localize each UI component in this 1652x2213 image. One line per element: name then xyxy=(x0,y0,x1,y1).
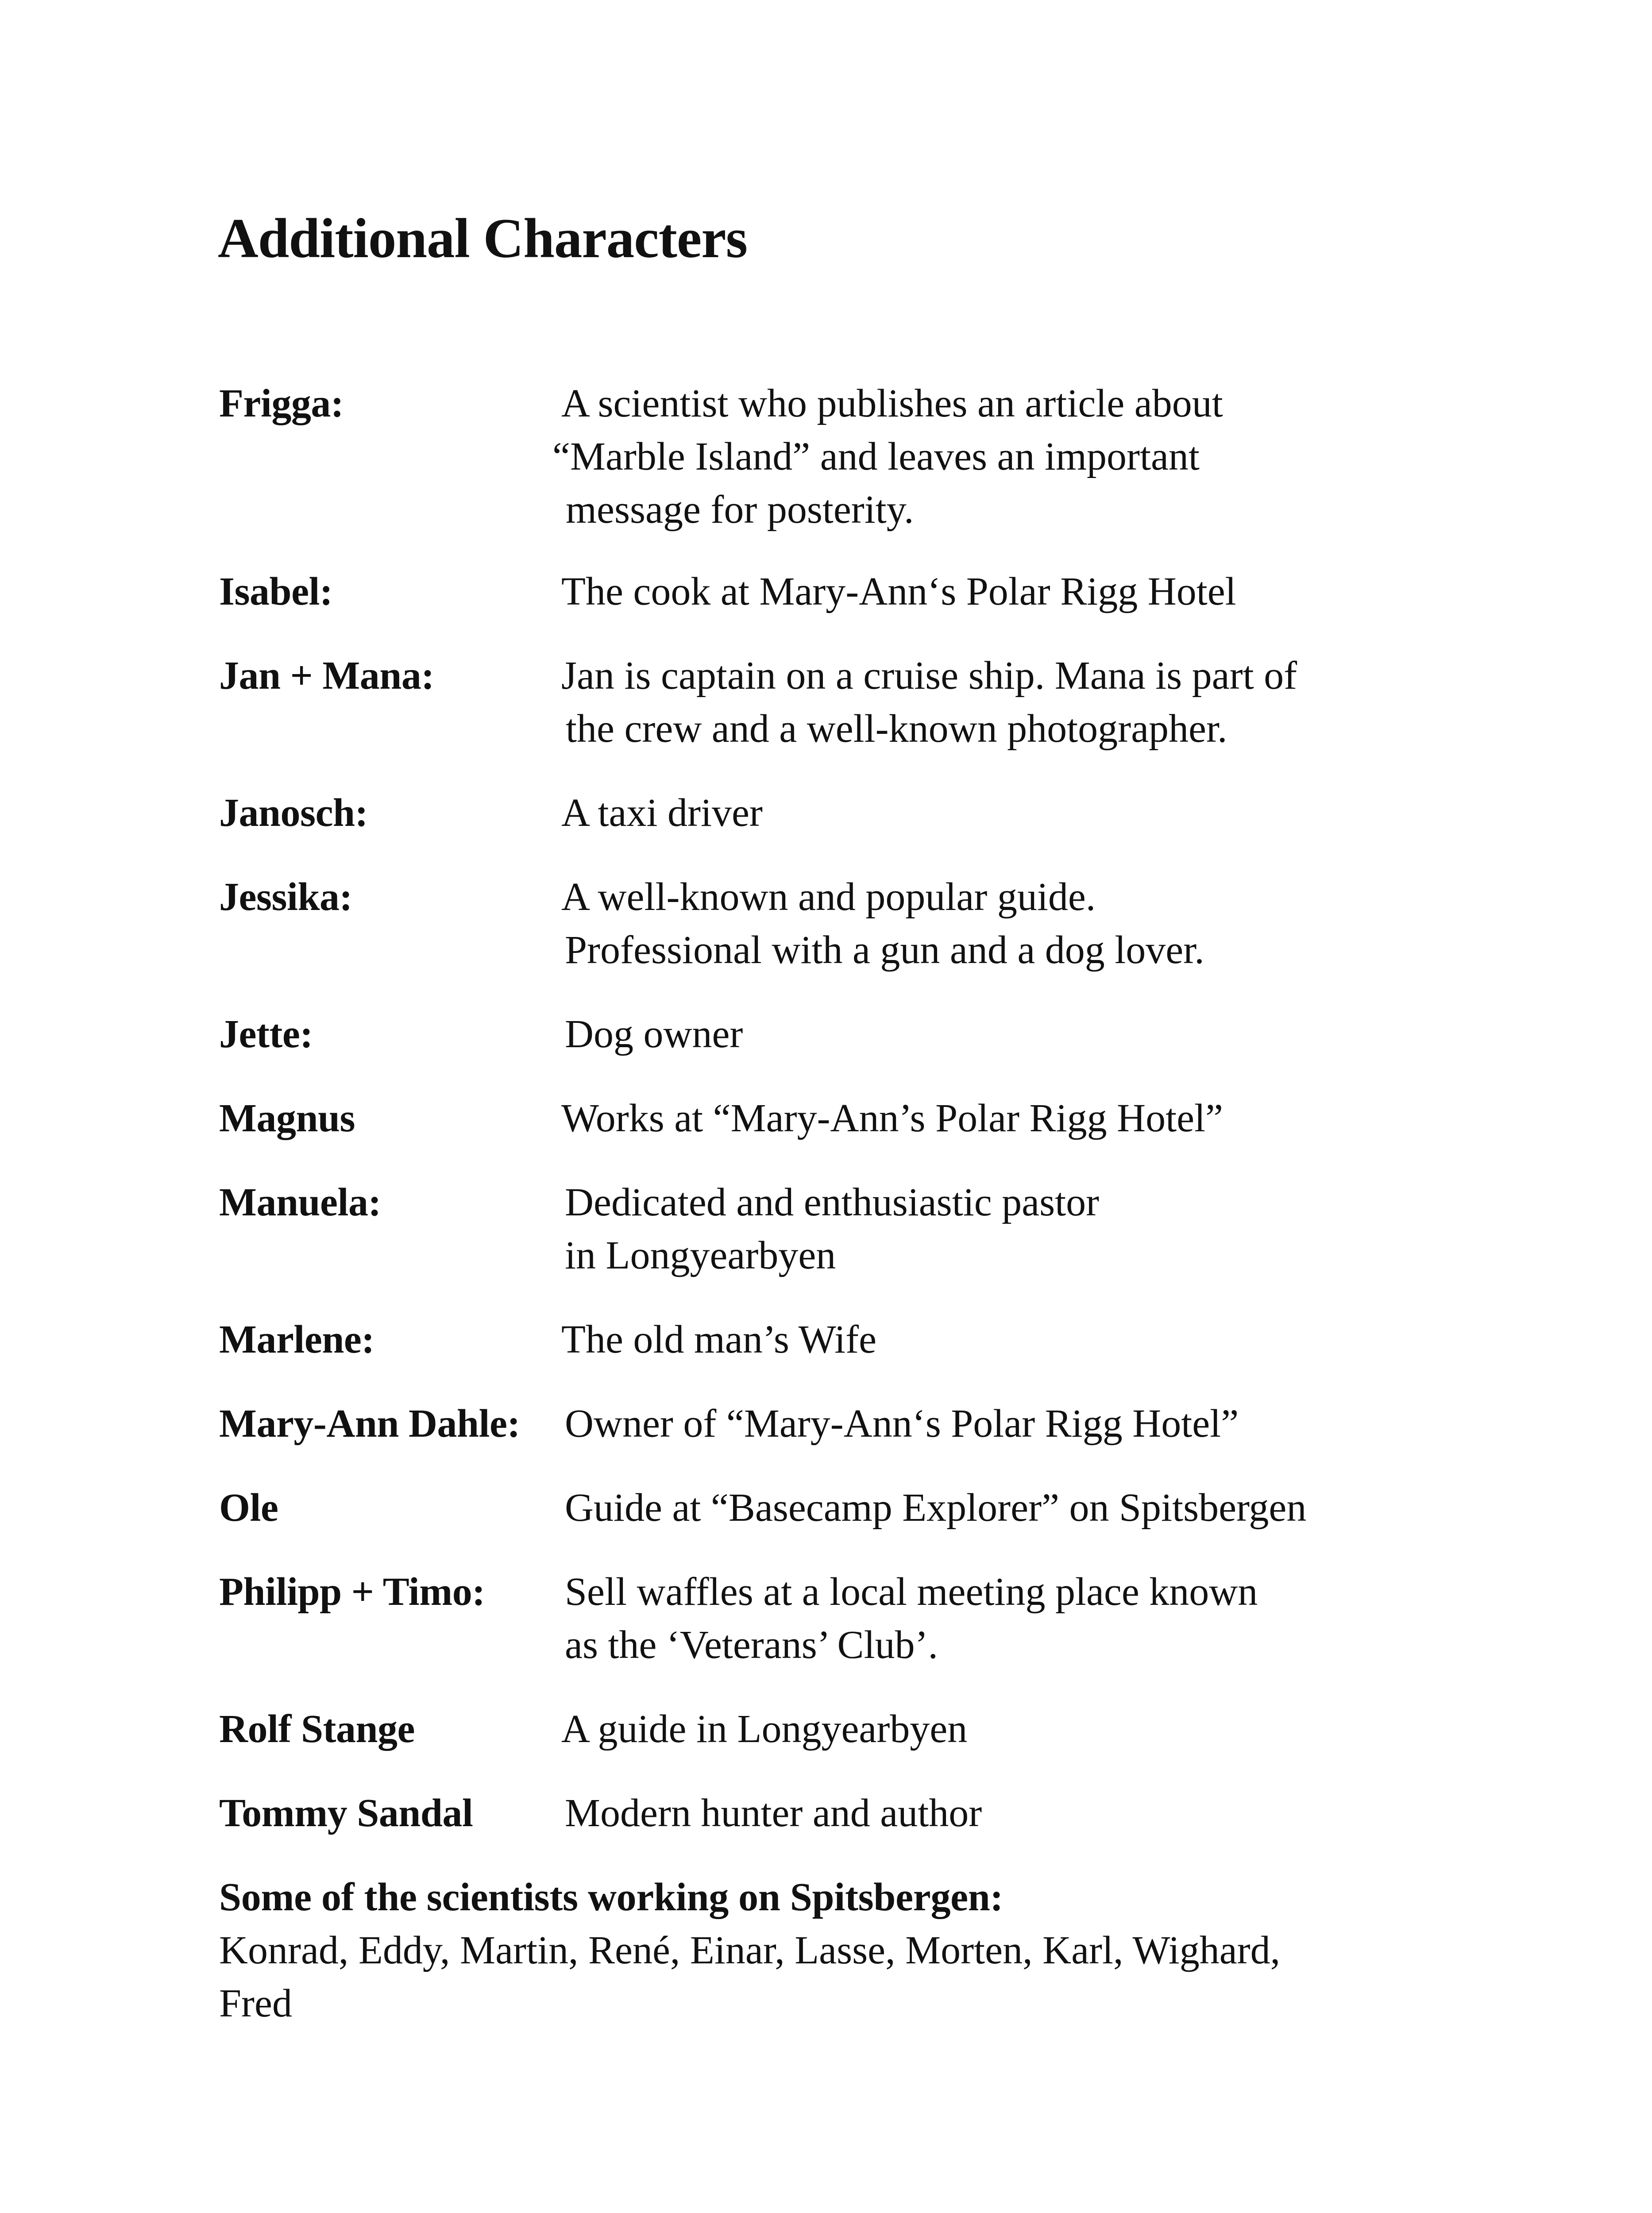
character-name: Manuela: xyxy=(219,1180,381,1224)
description-line: Guide at “Basecamp Explorer” on Spitsbergen xyxy=(565,1486,1307,1530)
character-name: Philipp + Timo: xyxy=(219,1570,485,1614)
character-description xyxy=(561,1092,1223,1145)
character-name: Rolf Stange xyxy=(219,1707,415,1751)
character-description xyxy=(561,1313,876,1366)
description-line: A taxi driver xyxy=(561,791,763,835)
character-description xyxy=(561,649,1297,756)
character-name: Isabel: xyxy=(219,570,333,613)
scientists-heading: Some of the scientists working on Spitsbergen: xyxy=(219,1875,1004,1919)
description-line: Jan is captain on a cruise ship. Mana is part of xyxy=(561,654,1297,698)
character-description xyxy=(565,1176,1099,1282)
character-name: Jan + Mana: xyxy=(219,654,434,698)
scientists-names-line: Konrad, Eddy, Martin, René, Einar, Lasse, Morten, Karl, Wighard, xyxy=(219,1928,1281,1972)
description-line: the crew and a well-known photographer. xyxy=(566,707,1227,751)
character-name: Mary-Ann Dahle: xyxy=(219,1402,520,1446)
character-description xyxy=(565,1481,1306,1534)
character-description xyxy=(561,565,1236,618)
description-line: Owner of “Mary-Ann‘s Polar Rigg Hotel” xyxy=(565,1402,1239,1446)
character-name: Frigga: xyxy=(219,382,344,425)
description-line: “Marble Island” and leaves an important xyxy=(552,435,1200,478)
character-description xyxy=(565,1787,982,1840)
character-description xyxy=(565,1565,1258,1672)
description-line: Dog owner xyxy=(565,1012,743,1056)
character-description xyxy=(565,1008,743,1061)
description-line: A guide in Longyearbyen xyxy=(561,1707,968,1751)
scientists-section xyxy=(219,1871,1459,2030)
character-name: Tommy Sandal xyxy=(219,1791,473,1835)
character-name: Ole xyxy=(219,1486,278,1530)
description-line: Dedicated and enthusiastic pastor xyxy=(565,1180,1100,1224)
character-name: Magnus xyxy=(219,1096,355,1140)
character-name: Jette: xyxy=(219,1012,313,1056)
scientists-names xyxy=(219,1924,1459,2030)
scientists-names-line: Fred xyxy=(219,1982,292,2025)
description-line: message for posterity. xyxy=(566,488,914,532)
description-line: Modern hunter and author xyxy=(565,1791,982,1835)
description-line: A scientist who publishes an article about xyxy=(561,382,1223,425)
character-description xyxy=(561,1703,967,1756)
description-line: A well-known and popular guide. xyxy=(561,875,1096,919)
character-name: Marlene: xyxy=(219,1318,374,1361)
character-description xyxy=(552,377,1223,536)
character-description xyxy=(565,1397,1239,1450)
description-line: Professional with a gun and a dog lover. xyxy=(565,928,1204,972)
character-description xyxy=(561,871,1204,977)
description-line: The old man’s Wife xyxy=(561,1318,877,1361)
description-line: in Longyearbyen xyxy=(565,1234,836,1277)
description-line: The cook at Mary-Ann‘s Polar Rigg Hotel xyxy=(561,570,1236,613)
character-name: Jessika: xyxy=(219,875,353,919)
page-title: Additional Characters xyxy=(218,208,748,270)
character-name: Janosch: xyxy=(219,791,368,835)
description-line: Works at “Mary-Ann’s Polar Rigg Hotel” xyxy=(561,1096,1223,1140)
description-line: as the ‘Veterans’ Club’. xyxy=(565,1623,938,1667)
description-line: Sell waffles at a local meeting place known xyxy=(565,1570,1258,1614)
character-description xyxy=(561,787,763,840)
